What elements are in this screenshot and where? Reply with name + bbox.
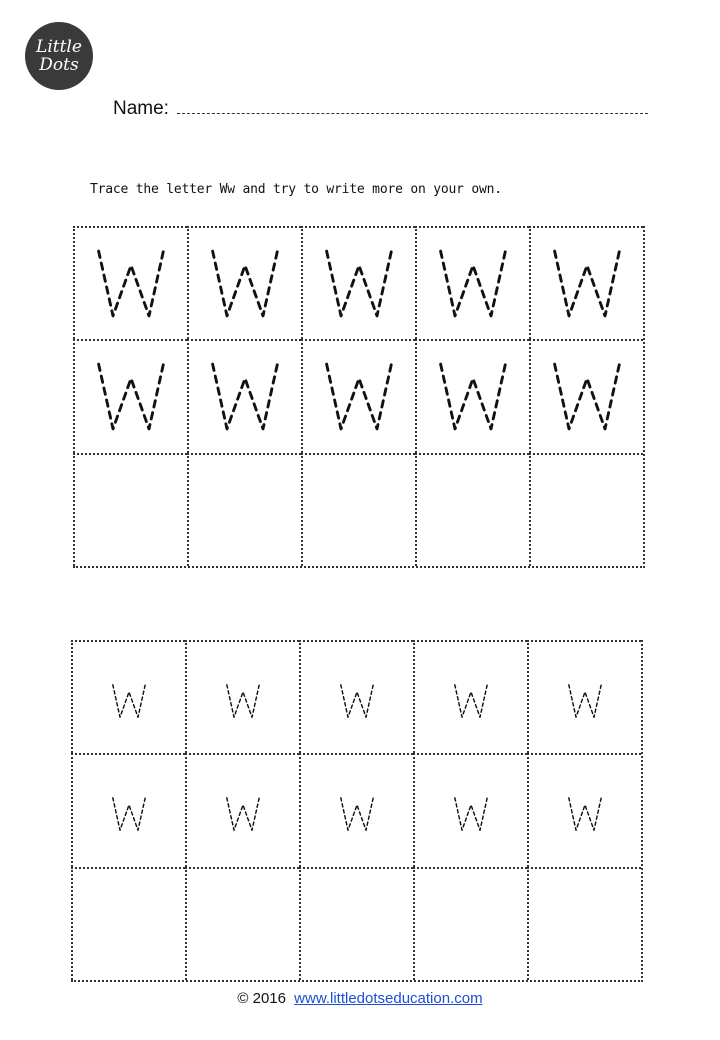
logo-text-line1: Little bbox=[36, 37, 82, 57]
dotted-w-glyph bbox=[223, 683, 263, 719]
uppercase-trace-cell bbox=[73, 339, 187, 452]
uppercase-trace-cell bbox=[529, 339, 643, 452]
lowercase-practice-cell[interactable] bbox=[185, 867, 299, 980]
uppercase-trace-cell bbox=[415, 339, 529, 452]
uppercase-tracing-grid bbox=[73, 226, 645, 568]
footer bbox=[0, 990, 720, 1007]
lowercase-practice-cell[interactable] bbox=[299, 867, 413, 980]
uppercase-trace-cell bbox=[73, 226, 187, 339]
little-dots-logo bbox=[25, 22, 93, 90]
website-link[interactable]: www.littledotseducation.com bbox=[294, 990, 483, 1007]
lowercase-trace-cell bbox=[413, 640, 527, 753]
dotted-w-glyph bbox=[209, 359, 281, 434]
uppercase-practice-cell[interactable] bbox=[529, 453, 643, 566]
dotted-w-glyph bbox=[451, 796, 491, 832]
name-label: Name: bbox=[113, 98, 169, 119]
lowercase-trace-cell bbox=[527, 640, 641, 753]
dotted-w-glyph bbox=[95, 359, 167, 434]
instructions-text: Trace the letter Ww and try to write more on your own. bbox=[90, 182, 502, 197]
uppercase-practice-cell[interactable] bbox=[73, 453, 187, 566]
lowercase-practice-cell[interactable] bbox=[527, 867, 641, 980]
dotted-w-glyph bbox=[551, 359, 623, 434]
copyright-text: © 2016 bbox=[237, 990, 286, 1007]
lowercase-trace-cell bbox=[299, 640, 413, 753]
uppercase-practice-cell[interactable] bbox=[187, 453, 301, 566]
dotted-w-glyph bbox=[109, 796, 149, 832]
lowercase-trace-cell bbox=[299, 753, 413, 866]
dotted-w-glyph bbox=[95, 246, 167, 321]
uppercase-trace-cell bbox=[187, 226, 301, 339]
uppercase-trace-cell bbox=[301, 339, 415, 452]
lowercase-tracing-grid bbox=[71, 640, 643, 982]
dotted-w-glyph bbox=[437, 246, 509, 321]
dotted-w-glyph bbox=[451, 683, 491, 719]
name-field bbox=[113, 92, 648, 120]
dotted-w-glyph bbox=[565, 796, 605, 832]
dotted-w-glyph bbox=[323, 246, 395, 321]
lowercase-practice-cell[interactable] bbox=[71, 867, 185, 980]
uppercase-trace-cell bbox=[415, 226, 529, 339]
lowercase-trace-cell bbox=[185, 640, 299, 753]
uppercase-trace-cell bbox=[529, 226, 643, 339]
lowercase-trace-cell bbox=[413, 753, 527, 866]
lowercase-practice-cell[interactable] bbox=[413, 867, 527, 980]
lowercase-trace-cell bbox=[71, 753, 185, 866]
logo-text-line2: Dots bbox=[39, 55, 79, 75]
uppercase-practice-cell[interactable] bbox=[415, 453, 529, 566]
dotted-w-glyph bbox=[337, 796, 377, 832]
uppercase-trace-cell bbox=[187, 339, 301, 452]
dotted-w-glyph bbox=[551, 246, 623, 321]
dotted-w-glyph bbox=[109, 683, 149, 719]
lowercase-trace-cell bbox=[71, 640, 185, 753]
dotted-w-glyph bbox=[437, 359, 509, 434]
lowercase-trace-cell bbox=[185, 753, 299, 866]
dotted-w-glyph bbox=[565, 683, 605, 719]
dotted-w-glyph bbox=[209, 246, 281, 321]
lowercase-trace-cell bbox=[527, 753, 641, 866]
uppercase-practice-cell[interactable] bbox=[301, 453, 415, 566]
dotted-w-glyph bbox=[323, 359, 395, 434]
uppercase-trace-cell bbox=[301, 226, 415, 339]
dotted-w-glyph bbox=[223, 796, 263, 832]
dotted-w-glyph bbox=[337, 683, 377, 719]
name-write-line bbox=[177, 113, 648, 114]
